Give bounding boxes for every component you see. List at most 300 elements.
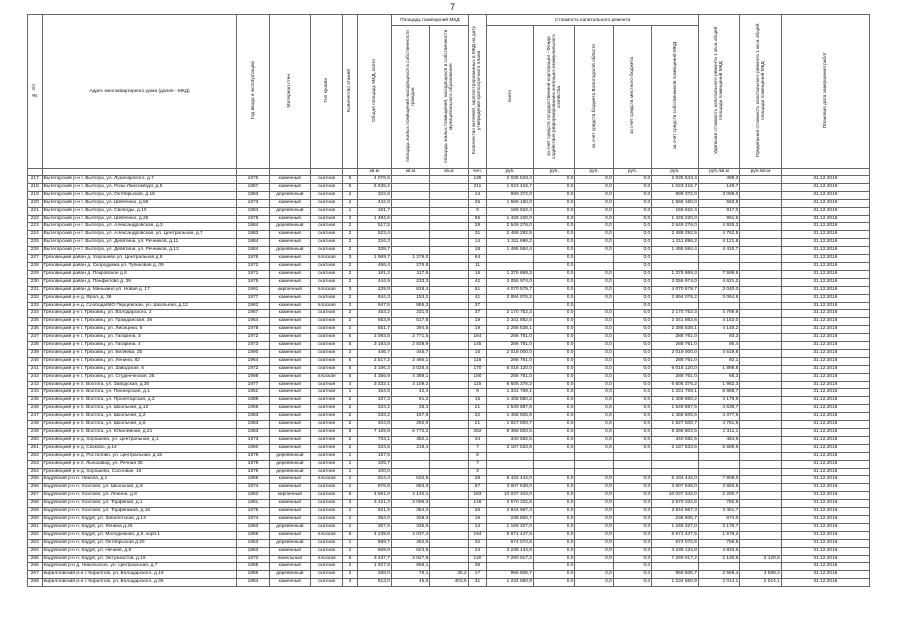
floors-cell: 2 bbox=[343, 571, 358, 579]
table-row bbox=[28, 183, 870, 191]
capital-repair-table bbox=[27, 14, 870, 587]
cost-region-cell bbox=[575, 563, 613, 571]
cost-total-cell: 1 234 660,9 bbox=[487, 579, 534, 587]
residents-cell: 8 bbox=[468, 452, 487, 460]
table-row bbox=[28, 223, 870, 231]
year-cell: 1988 bbox=[237, 476, 269, 484]
unit-cost-cell bbox=[698, 452, 739, 460]
header-cost-owners: за счет средств собственников помещений МКД bbox=[652, 26, 699, 169]
address-cell: Грязовецкий р-н п. Вохтога, ул. Школьная, д.12 bbox=[42, 405, 237, 413]
total-area-cell: 976,6 bbox=[357, 484, 391, 492]
plan-date-cell: 31.12.2016 bbox=[781, 476, 869, 484]
table-row bbox=[28, 231, 870, 239]
total-area-cell: 669,9 bbox=[357, 547, 391, 555]
cost-owners-cell: 288 761,0 bbox=[652, 373, 699, 381]
muni-area-cell bbox=[430, 436, 468, 444]
cost-region-cell: 0,0 bbox=[575, 349, 613, 357]
wall-material-cell: каменный bbox=[269, 334, 310, 342]
cost-total-cell: 166 622,4 bbox=[487, 207, 534, 215]
address-cell: Вытегорский р-н г. Вытегра, ул. Александровская, ул. Центральная, д.7 bbox=[42, 231, 237, 239]
address-cell: Кадуйский р-н п. Хохлово, ул. Ленина, д.8 bbox=[42, 492, 237, 500]
cost-local-cell: 0,0 bbox=[613, 207, 651, 215]
limit-cost-cell bbox=[740, 207, 781, 215]
floors-cell: 2 bbox=[343, 436, 358, 444]
roof-type-cell: скатная bbox=[311, 326, 343, 334]
cost-owners-cell bbox=[652, 255, 699, 263]
cost-local-cell: 0,0 bbox=[613, 191, 651, 199]
plan-date-cell: 31.12.2016 bbox=[781, 389, 869, 397]
row-number: 228 bbox=[28, 262, 43, 270]
residents-cell: 211 bbox=[468, 183, 487, 191]
cost-region-cell: 0,0 bbox=[575, 476, 613, 484]
owners-area-cell: 153,2 bbox=[391, 294, 429, 302]
unit-cost-cell: 4 639,7 bbox=[698, 405, 739, 413]
plan-date-cell: 31.12.2016 bbox=[781, 515, 869, 523]
residents-cell: 19 bbox=[468, 326, 487, 334]
unit-cost-cell bbox=[698, 563, 739, 571]
cost-total-cell: 238 600,7 bbox=[487, 515, 534, 523]
row-number: 239 bbox=[28, 349, 43, 357]
unit-cell: руб. bbox=[575, 169, 613, 176]
year-cell: 1998 bbox=[237, 373, 269, 381]
total-area-cell: 466,4 bbox=[357, 262, 391, 270]
owners-area-cell: 336,6 bbox=[391, 523, 429, 531]
residents-cell: 34 bbox=[468, 436, 487, 444]
unit-cost-cell bbox=[698, 262, 739, 270]
floors-cell: 2 bbox=[343, 326, 358, 334]
row-number: 238 bbox=[28, 342, 43, 350]
limit-cost-cell bbox=[740, 231, 781, 239]
limit-cost-cell bbox=[740, 539, 781, 547]
address-cell: Грязовецкий р-н г. Грязовец, ул. Студенческая, 25 bbox=[42, 373, 237, 381]
unit-cost-cell: 3 451,7 bbox=[698, 508, 739, 516]
limit-cost-cell bbox=[740, 176, 781, 184]
cost-owners-cell: 1 331 769,1 bbox=[652, 389, 699, 397]
total-area-cell: 100,0 bbox=[357, 468, 391, 476]
residents-cell: 51 bbox=[468, 286, 487, 294]
roof-type-cell: скатная bbox=[311, 492, 343, 500]
owners-area-cell: 167,8 bbox=[391, 413, 429, 421]
wall-material-cell: панельный bbox=[269, 555, 310, 563]
table-row bbox=[28, 365, 870, 373]
unit-cost-cell bbox=[698, 302, 739, 310]
roof-type-cell: скатная bbox=[311, 278, 343, 286]
wall-material-cell: каменный bbox=[269, 476, 310, 484]
address-cell: Кадуйский р-н п. Хохлово, ул. Торфяников, д.15 bbox=[42, 508, 237, 516]
table-row bbox=[28, 199, 870, 207]
cost-owners-cell: 1 376 869,3 bbox=[652, 270, 699, 278]
owners-area-cell: 2 771,5 bbox=[391, 334, 429, 342]
address-cell: Кадуйский р-н п. Хохлово, ул. Торфяная, д.1 bbox=[42, 500, 237, 508]
roof-type-cell: скатная bbox=[311, 191, 343, 199]
total-area-cell: 4 561,0 bbox=[357, 492, 391, 500]
floors-cell: 5 bbox=[343, 334, 358, 342]
header-plan-date: Плановая дата завершения работ bbox=[781, 15, 869, 169]
cost-total-cell: 288 761,0 bbox=[487, 334, 534, 342]
table-row bbox=[28, 326, 870, 334]
table-row bbox=[28, 452, 870, 460]
plan-date-cell: 31.12.2016 bbox=[781, 215, 869, 223]
roof-type-cell: скатная bbox=[311, 215, 343, 223]
limit-cost-cell bbox=[740, 215, 781, 223]
table-row bbox=[28, 286, 870, 294]
cost-region-cell: 0,0 bbox=[575, 215, 613, 223]
wall-material-cell: каменный bbox=[269, 444, 310, 452]
cost-local-cell: 0,0 bbox=[613, 436, 651, 444]
limit-cost-cell bbox=[740, 326, 781, 334]
limit-cost-cell bbox=[740, 365, 781, 373]
cost-total-cell: 2 035 543,4 bbox=[487, 176, 534, 184]
cost-local-cell: 0,0 bbox=[613, 223, 651, 231]
unit-cost-cell: 3 040,0 bbox=[698, 286, 739, 294]
owners-area-cell: 3 096,3 bbox=[391, 500, 429, 508]
cost-region-cell bbox=[575, 302, 613, 310]
owners-area-cell bbox=[391, 191, 429, 199]
cost-region-cell: 0,0 bbox=[575, 523, 613, 531]
cost-fund-cell: 0,0 bbox=[533, 500, 574, 508]
plan-date-cell: 31.12.2016 bbox=[781, 270, 869, 278]
cost-owners-cell: 340 582,5 bbox=[652, 436, 699, 444]
residents-cell: 7 bbox=[468, 460, 487, 468]
floors-cell: 5 bbox=[343, 429, 358, 437]
total-area-cell: 334,2 bbox=[357, 405, 391, 413]
limit-cost-cell bbox=[740, 318, 781, 326]
roof-type-cell: скатная bbox=[311, 199, 343, 207]
unit-cost-cell: 6 589,6 bbox=[698, 444, 739, 452]
roof-type-cell: скатная bbox=[311, 294, 343, 302]
muni-area-cell bbox=[430, 539, 468, 547]
address-cell: Кадуйский р-н п. Никола, д.1 bbox=[42, 476, 237, 484]
cost-fund-cell: 0,0 bbox=[533, 334, 574, 342]
plan-date-cell: 31.12.2016 bbox=[781, 397, 869, 405]
owners-area-cell: 354,2 bbox=[391, 508, 429, 516]
unit-cost-cell: 2 200,7 bbox=[698, 492, 739, 500]
residents-cell: 9 bbox=[468, 389, 487, 397]
row-number: 262 bbox=[28, 531, 43, 539]
floors-cell: 3 bbox=[343, 215, 358, 223]
unit-cost-cell: 4 121,8 bbox=[698, 239, 739, 247]
cost-region-cell: 0,0 bbox=[575, 231, 613, 239]
address-cell: Грязовецкий р-н д. Ростилово, ул. Центральная, д.16 bbox=[42, 452, 237, 460]
header-wall: Материал стен bbox=[269, 15, 310, 169]
unit-cell: кв.м bbox=[357, 169, 391, 176]
wall-material-cell: каменный bbox=[269, 270, 310, 278]
page-number: 7 bbox=[449, 2, 455, 12]
table-row bbox=[28, 310, 870, 318]
cost-region-cell: 0,0 bbox=[575, 247, 613, 255]
unit-cell: руб. bbox=[613, 169, 651, 176]
unit-cost-cell: 3 064,8 bbox=[698, 294, 739, 302]
row-number: 252 bbox=[28, 452, 43, 460]
row-number: 251 bbox=[28, 444, 43, 452]
residents-cell: 64 bbox=[468, 255, 487, 263]
address-cell: Вытегорский р-н г. Вытегра, ул. Девятина, ул. Речников, д.13 bbox=[42, 247, 237, 255]
muni-area-cell bbox=[430, 508, 468, 516]
floors-cell: 2 bbox=[343, 515, 358, 523]
table-row bbox=[28, 436, 870, 444]
cost-total-cell: 6 671 447,5 bbox=[487, 531, 534, 539]
year-cell: 1984 bbox=[237, 223, 269, 231]
plan-date-cell: 31.12.2016 bbox=[781, 531, 869, 539]
floors-cell: 5 bbox=[343, 176, 358, 184]
limit-cost-cell bbox=[740, 405, 781, 413]
total-area-cell: 4 356,9 bbox=[357, 373, 391, 381]
owners-area-cell: 328,3 bbox=[391, 515, 429, 523]
cost-local-cell: 0,0 bbox=[613, 239, 651, 247]
table-row bbox=[28, 571, 870, 579]
residents-cell: 14 bbox=[468, 239, 487, 247]
plan-date-cell: 31.12.2016 bbox=[781, 500, 869, 508]
cost-local-cell: 0,0 bbox=[613, 294, 651, 302]
cost-local-cell: 0,0 bbox=[613, 247, 651, 255]
roof-type-cell: скатная bbox=[311, 468, 343, 476]
year-cell: 1979 bbox=[237, 468, 269, 476]
muni-area-cell bbox=[430, 191, 468, 199]
row-number: 223 bbox=[28, 223, 43, 231]
roof-type-cell: скатная bbox=[311, 429, 343, 437]
year-cell: 1960 bbox=[237, 444, 269, 452]
roof-type-cell: скатная bbox=[311, 460, 343, 468]
limit-cost-cell bbox=[740, 286, 781, 294]
owners-area-cell bbox=[391, 452, 429, 460]
address-cell: Грязовецкий район д. Панфилово д. 38 bbox=[42, 278, 237, 286]
muni-area-cell bbox=[430, 555, 468, 563]
wall-material-cell: каменный bbox=[269, 381, 310, 389]
cost-total-cell bbox=[487, 460, 534, 468]
cost-fund-cell: 0,0 bbox=[533, 539, 574, 547]
roof-type-cell: скатная bbox=[311, 262, 343, 270]
plan-date-cell: 31.12.2016 bbox=[781, 255, 869, 263]
row-number: 224 bbox=[28, 231, 43, 239]
cost-fund-cell: 0,0 bbox=[533, 302, 574, 310]
unit-cost-cell: 1 311,1 bbox=[698, 429, 739, 437]
roof-type-cell: скатная bbox=[311, 176, 343, 184]
muni-area-cell bbox=[430, 547, 468, 555]
plan-date-cell: 31.12.2016 bbox=[781, 262, 869, 270]
floors-cell: 2 bbox=[343, 405, 358, 413]
cost-owners-cell bbox=[652, 262, 699, 270]
floors-cell: 1 bbox=[343, 207, 358, 215]
cost-region-cell: 0,0 bbox=[575, 547, 613, 555]
table-row bbox=[28, 444, 870, 452]
roof-type-cell: скатная bbox=[311, 389, 343, 397]
residents-cell: 28 bbox=[468, 476, 487, 484]
cost-owners-cell: 674 072,6 bbox=[652, 539, 699, 547]
cost-region-cell: 0,0 bbox=[575, 444, 613, 452]
plan-date-cell: 31.12.2016 bbox=[781, 405, 869, 413]
table-row bbox=[28, 334, 870, 342]
row-number: 260 bbox=[28, 515, 43, 523]
year-cell: 1972 bbox=[237, 365, 269, 373]
plan-date-cell: 31.12.2016 bbox=[781, 492, 869, 500]
owners-area-cell bbox=[391, 207, 429, 215]
owners-area-cell bbox=[391, 176, 429, 184]
cost-total-cell: 2 549 276,0 bbox=[487, 223, 534, 231]
table-row bbox=[28, 539, 870, 547]
row-number: 235 bbox=[28, 318, 43, 326]
cost-local-cell: 0,0 bbox=[613, 255, 651, 263]
unit-cost-cell: 1 578,2 bbox=[698, 531, 739, 539]
total-area-cell: 337,3 bbox=[357, 397, 391, 405]
year-cell: 1974 bbox=[237, 515, 269, 523]
cost-total-cell: 288 761,0 bbox=[487, 373, 534, 381]
cost-local-cell: 0,0 bbox=[613, 405, 651, 413]
unit-cost-cell: 92,1 bbox=[698, 357, 739, 365]
residents-cell: 21 bbox=[468, 405, 487, 413]
cost-owners-cell: 288 761,0 bbox=[652, 334, 699, 342]
residents-cell: 24 bbox=[468, 547, 487, 555]
cost-owners-cell: 6 434 442,0 bbox=[652, 476, 699, 484]
roof-type-cell: скатная bbox=[311, 183, 343, 191]
cost-owners-cell: 288 761,0 bbox=[652, 342, 699, 350]
cost-owners-cell: 9 398 803,5 bbox=[652, 429, 699, 437]
cost-region-cell: 0,0 bbox=[575, 334, 613, 342]
limit-cost-cell bbox=[740, 191, 781, 199]
table-row bbox=[28, 555, 870, 563]
cost-owners-cell: 2 035 543,4 bbox=[652, 176, 699, 184]
address-cell: Вытегорский р-н г. Вытегра, ул. Розы Люксембург, д.9 bbox=[42, 183, 237, 191]
header-cost-fund: за счет средств государственной корпорации - Фонда содействия реформированию жилищно-коммунального хозяйства bbox=[533, 26, 574, 169]
floors-cell: 2 bbox=[343, 247, 358, 255]
address-cell: Вытегорский р-н г. Вытегра, ул. Октябрьская, д.18 bbox=[42, 191, 237, 199]
floors-cell: 2 bbox=[343, 421, 358, 429]
cost-local-cell: 0,0 bbox=[613, 492, 651, 500]
unit-cost-cell: 3 569,4 bbox=[698, 571, 739, 579]
address-cell: Вытегорский р-н г. Вытегра, ул. Луначарского, д.7 bbox=[42, 176, 237, 184]
cost-total-cell: 1 023 415,7 bbox=[487, 183, 534, 191]
roof-type-cell: плоская bbox=[311, 255, 343, 263]
muni-area-cell bbox=[430, 270, 468, 278]
owners-area-cell: 276,8 bbox=[391, 262, 429, 270]
cost-owners-cell: 4 070 579,7 bbox=[652, 286, 699, 294]
address-cell: Кирилловский р-н г. Кириллов, ул. Володарского, д.36 bbox=[42, 579, 237, 587]
roof-type-cell: скатная bbox=[311, 413, 343, 421]
cost-owners-cell: 166 622,4 bbox=[652, 207, 699, 215]
cost-fund-cell: 0,0 bbox=[533, 349, 574, 357]
residents-cell: 16 bbox=[468, 349, 487, 357]
cost-local-cell: 0,0 bbox=[613, 508, 651, 516]
cost-owners-cell: 3 238 134,8 bbox=[652, 547, 699, 555]
roof-type-cell: скатная bbox=[311, 508, 343, 516]
cost-local-cell: 0,0 bbox=[613, 444, 651, 452]
unit-cost-cell bbox=[698, 255, 739, 263]
roof-type-cell: скатная bbox=[311, 365, 343, 373]
unit-cost-cell: 90,4 bbox=[698, 342, 739, 350]
cost-local-cell: 0,0 bbox=[613, 531, 651, 539]
residents-cell: 11 bbox=[468, 262, 487, 270]
unit-cost-cell: 2 120,6 bbox=[698, 555, 739, 563]
cost-fund-cell: 0,0 bbox=[533, 326, 574, 334]
owners-area-cell: 3 027,8 bbox=[391, 555, 429, 563]
year-cell: 1954 bbox=[237, 318, 269, 326]
address-cell: Вытегорский р-н г. Вытегра, ул. Шевченко, д.26 bbox=[42, 215, 237, 223]
cost-fund-cell: 0,0 bbox=[533, 247, 574, 255]
cost-owners-cell: 2 570 332,6 bbox=[652, 500, 699, 508]
total-area-cell: 3 093,8 bbox=[357, 334, 391, 342]
address-cell: Грязовецкий район д. Скородумка ул. Тупиковая д. 09 bbox=[42, 262, 237, 270]
cost-region-cell: 0,0 bbox=[575, 310, 613, 318]
muni-area-cell bbox=[430, 452, 468, 460]
cost-fund-cell: 0,0 bbox=[533, 571, 574, 579]
cost-region-cell: 0,0 bbox=[575, 405, 613, 413]
cost-local-cell: 0,0 bbox=[613, 199, 651, 207]
roof-type-cell: скатная bbox=[311, 318, 343, 326]
year-cell: 1964 bbox=[237, 357, 269, 365]
floors-cell: 5 bbox=[343, 183, 358, 191]
row-number: 240 bbox=[28, 357, 43, 365]
cost-local-cell: 0,0 bbox=[613, 515, 651, 523]
muni-area-cell bbox=[430, 405, 468, 413]
cost-owners-cell bbox=[652, 302, 699, 310]
units-row bbox=[28, 169, 870, 176]
year-cell: 1978 bbox=[237, 326, 269, 334]
table-row bbox=[28, 342, 870, 350]
cost-fund-cell: 0,0 bbox=[533, 515, 574, 523]
year-cell: 1977 bbox=[237, 294, 269, 302]
total-area-cell: 453,2 bbox=[357, 310, 391, 318]
table-row bbox=[28, 468, 870, 476]
cost-fund-cell: 0,0 bbox=[533, 381, 574, 389]
owners-area-cell: 394,5 bbox=[391, 326, 429, 334]
cost-owners-cell: 1 311 896,2 bbox=[652, 239, 699, 247]
residents-cell: 14 bbox=[468, 523, 487, 531]
row-number: 229 bbox=[28, 270, 43, 278]
cost-local-cell: 0,0 bbox=[613, 500, 651, 508]
cost-fund-cell: 0,0 bbox=[533, 183, 574, 191]
limit-cost-cell bbox=[740, 468, 781, 476]
unit-cell: чел. bbox=[468, 169, 487, 176]
year-cell: 1971 bbox=[237, 270, 269, 278]
address-cell: Кадуйский р-н п. Кадуй, ул. Нечаев, д.9 bbox=[42, 547, 237, 555]
unit-cost-cell: 4 519,8 bbox=[698, 349, 739, 357]
cost-total-cell: 1 426 220,0 bbox=[487, 215, 534, 223]
owners-area-cell: 2 838,9 bbox=[391, 342, 429, 350]
year-cell: 1973 bbox=[237, 436, 269, 444]
cost-owners-cell bbox=[652, 452, 699, 460]
owners-area-cell: 517,8 bbox=[391, 318, 429, 326]
total-area-cell: 334,5 bbox=[357, 444, 391, 452]
limit-cost-cell bbox=[740, 247, 781, 255]
cost-fund-cell: 0,0 bbox=[533, 199, 574, 207]
address-cell: Грязовецкий р-н д. Хорошево, ул. Центральная, д.1 bbox=[42, 436, 237, 444]
wall-material-cell: каменный bbox=[269, 349, 310, 357]
wall-material-cell: каменный bbox=[269, 413, 310, 421]
owners-area-cell bbox=[391, 460, 429, 468]
muni-area-cell bbox=[430, 484, 468, 492]
row-number: 241 bbox=[28, 365, 43, 373]
cost-local-cell: 0,0 bbox=[613, 547, 651, 555]
owners-area-cell: 4 140,1 bbox=[391, 492, 429, 500]
muni-area-cell bbox=[430, 397, 468, 405]
cost-fund-cell: 0,0 bbox=[533, 397, 574, 405]
cost-total-cell: 6 605 376,2 bbox=[487, 381, 534, 389]
owners-area-cell: 233,3 bbox=[391, 278, 429, 286]
roof-type-cell: скатная bbox=[311, 563, 343, 571]
limit-cost-cell bbox=[740, 476, 781, 484]
cost-region-cell: 0,0 bbox=[575, 555, 613, 563]
owners-area-cell: 3 028,4 bbox=[391, 365, 429, 373]
wall-material-cell: каменный bbox=[269, 294, 310, 302]
muni-area-cell bbox=[430, 381, 468, 389]
cost-region-cell: 0,0 bbox=[575, 270, 613, 278]
row-number: 259 bbox=[28, 508, 43, 516]
owners-area-cell: 2 466,1 bbox=[391, 357, 429, 365]
roof-type-cell: скатная bbox=[311, 310, 343, 318]
muni-area-cell bbox=[430, 460, 468, 468]
cost-local-cell bbox=[613, 460, 651, 468]
wall-material-cell: каменный bbox=[269, 199, 310, 207]
year-cell: 1976 bbox=[237, 176, 269, 184]
